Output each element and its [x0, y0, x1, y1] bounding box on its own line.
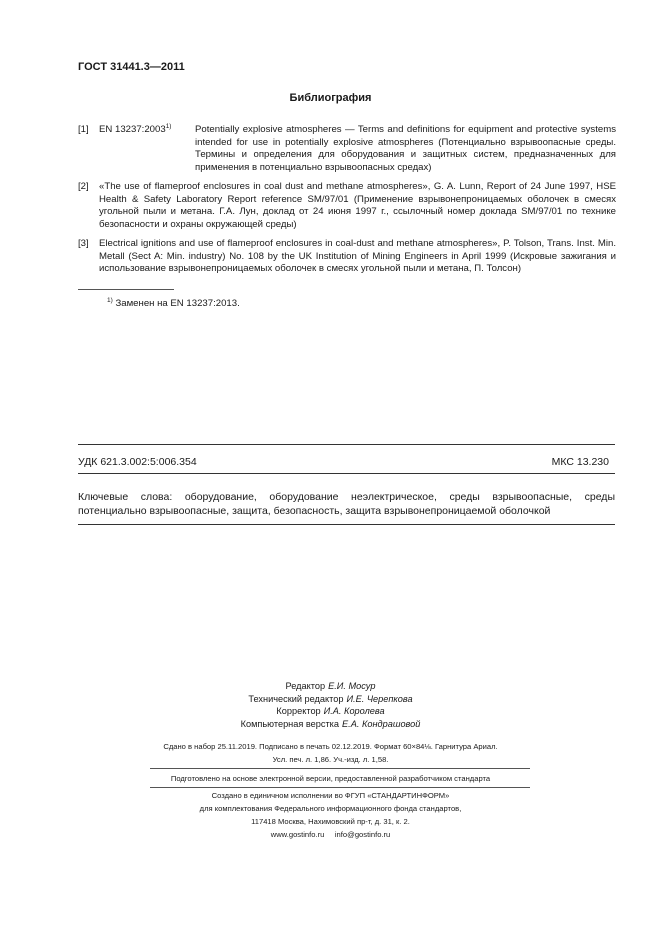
divider [150, 787, 530, 788]
publisher-info: Создано в единичном исполнении во ФГУП «СТАНДАРТИНФОРМ» [211, 791, 450, 800]
reference-number: [2] [78, 181, 89, 192]
keywords: Ключевые слова: оборудование, оборудование неэлектрическое, среды взрывоопасные, среды потенциально взрывоопасные, защита, безопасность, защита взрывонепроницаемой оболочкой [78, 491, 615, 517]
reference-text: «The use of flameproof enclosures in coal dust and methane atmospheres», G. A. Lunn, Report of 24 June 1997, HSE Health & Safety Laboratory Report reference SM/97/01 (Применение взрывонепроницаемых оболочек в смесях угольной пыли и метана. Г.А. Лун, доклад от 24 июня 1997 г., ссылочный номер доклада SM/97/01 по технике безопасности и охраны окружающей среды) [99, 181, 616, 230]
credit-line: Корректор И.А. Королева [276, 706, 385, 717]
reference-number: [3] [78, 238, 89, 249]
publication-info: Сдано в набор 25.11.2019. Подписано в печать 02.12.2019. Формат 60×84⅛. Гарнитура Ариал. [163, 742, 498, 751]
publication-info: Усл. печ. л. 1,86. Уч.-изд. л. 1,58. [272, 755, 389, 764]
udk-code: УДК 621.3.002:5:006.354 [78, 456, 197, 468]
reference-2 [0, 181, 661, 231]
divider [78, 444, 615, 445]
credit-line: Компьютерная верстка Е.А. Кондрашовой [240, 718, 421, 729]
publisher-web: www.gostinfo.ru info@gostinfo.ru [270, 830, 391, 839]
footnote-divider [78, 289, 174, 290]
reference-3 [0, 238, 661, 278]
reference-text: Potentially explosive atmospheres — Terms and definitions for equipment and protective systems intended for use in potentially explosive atmospheres (Потенциально взрывоопасные среды. Термины и определения для оборудования и защитных систем, предназначенных для применения в потенциально взрывоопасных средах) [195, 124, 616, 173]
divider [150, 768, 530, 769]
publisher-address: 117418 Москва, Нахимовский пр-т, д. 31, к. 2. [251, 817, 410, 826]
reference-code: EN 13237:2003$^{1)}$ [99, 122, 172, 135]
mks-code: МКС 13.230 [551, 456, 609, 468]
credit-line: Технический редактор И.Е. Черепкова [248, 693, 413, 704]
reference-1 [0, 124, 661, 174]
reference-number: [1] [78, 124, 89, 135]
credits [0, 680, 661, 730]
divider [78, 524, 615, 525]
standard-header: ГОСТ 31441.3—2011 [78, 61, 185, 73]
publisher-info: для комплектования Федерального информационного фонда стандартов, [199, 804, 462, 813]
footnote-marker: 1) [165, 122, 172, 130]
credit-line: Редактор Е.И. Мосур [285, 681, 376, 691]
footnote: $^{1)}$ Заменен на EN 13237:2013. [107, 296, 240, 309]
reference-text: Electrical ignitions and use of flameproof enclosures in coal-dust and methane atmospheres», P. Tolson, Trans. Inst. Min. Metall (Sect A: Min. industry) No. 108 by the UK Institution of Mining Engineers in April 1999 (Искровые зажигания и использование взрывонепроницаемых оболочек в смесях угольной пыли и метана, П. Толсон) [99, 238, 616, 275]
bibliography-title: Библиография [289, 92, 372, 104]
divider [78, 473, 615, 474]
publication-info: Подготовлено на основе электронной версии, предоставленной разработчиком стандарта [170, 774, 491, 783]
